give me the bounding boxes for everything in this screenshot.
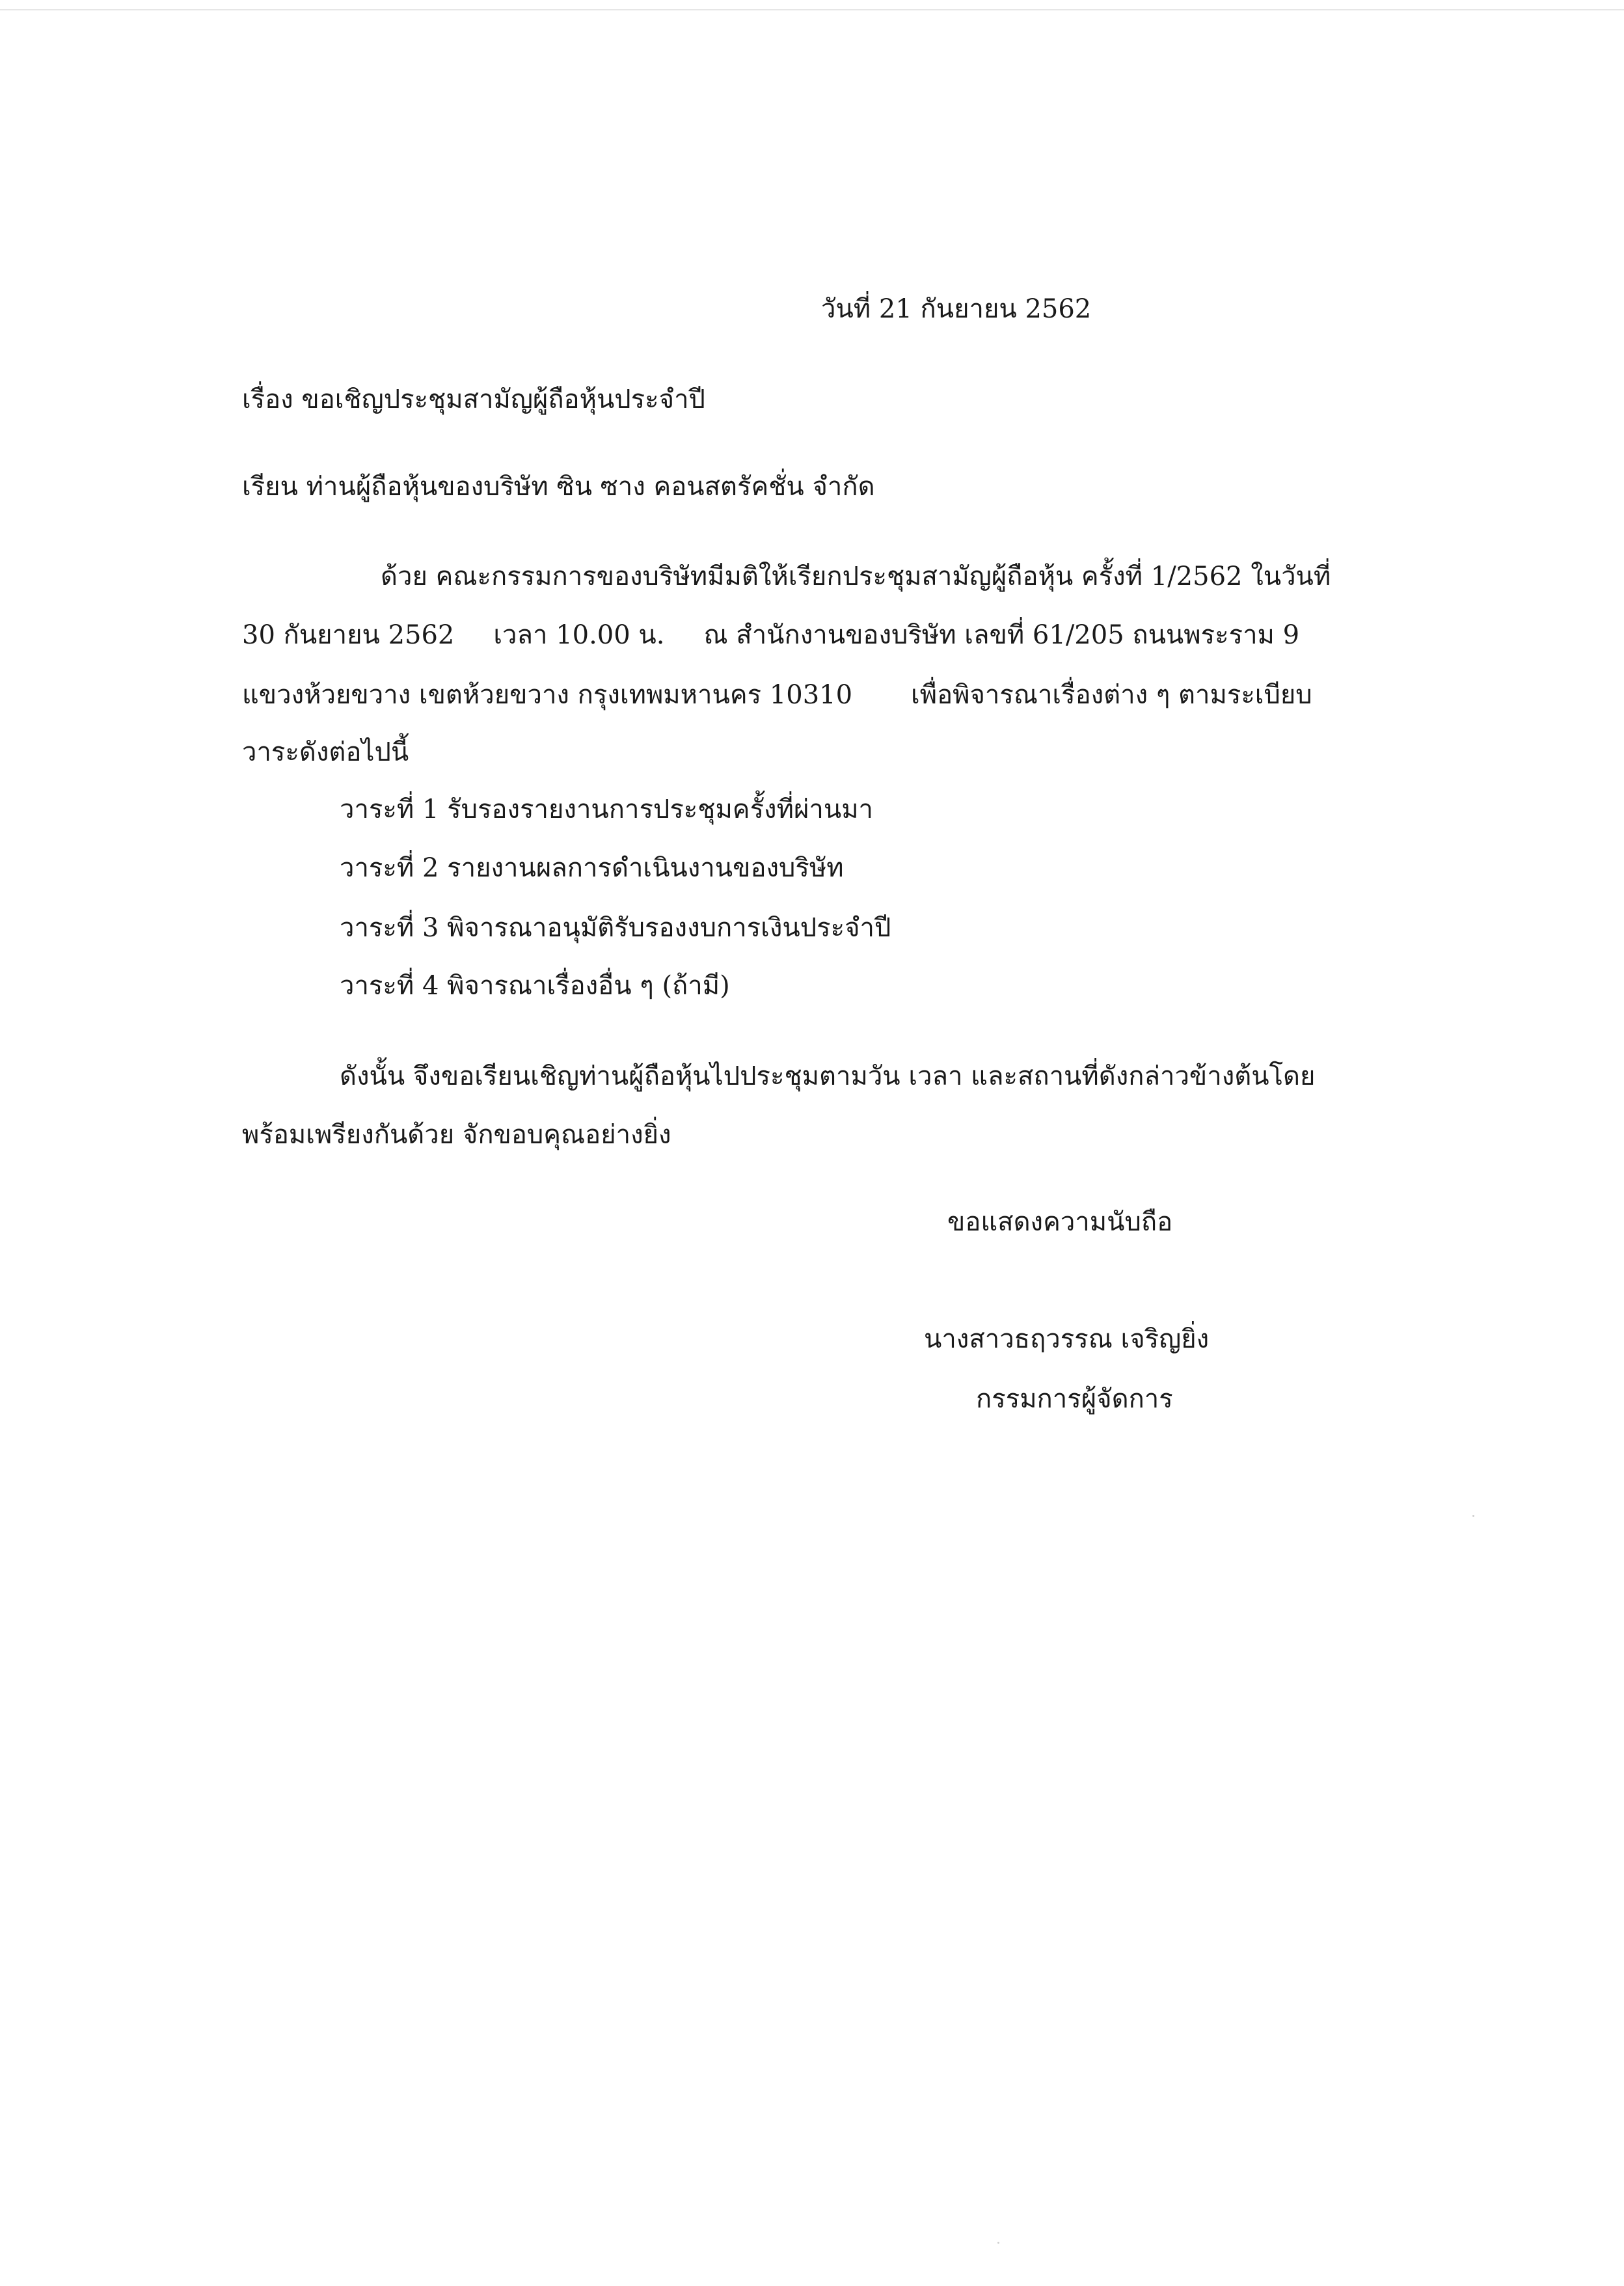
letter-recipient: เรียน ท่านผู้ถือหุ้นของบริษัท ซิน ซาง คอนสตรัคชั่น จำกัด (242, 472, 875, 502)
scan-speck (1472, 1515, 1474, 1517)
body-paragraph-1-line-2 (242, 617, 1299, 653)
body-paragraph-2-line-2: พร้อมเพรียงกันด้วย จักขอบคุณอย่างยิ่ง (242, 1120, 671, 1150)
agenda-item: วาระที่ 2 รายงานผลการดำเนินงานของบริษัท (340, 853, 844, 883)
body-paragraph-2-line-1: ดังนั้น จึงขอเรียนเชิญท่านผู้ถือหุ้นไปประชุมตามวัน เวลา และสถานที่ดังกล่าวข้างต้นโดย (340, 1061, 1316, 1091)
letter-date: วันที่ 21 กันยายน 2562 (821, 294, 1092, 324)
meeting-purpose: เพื่อพิจารณาเรื่องต่าง ๆ ตามระเบียบ (911, 680, 1312, 710)
meeting-address: แขวงห้วยขวาง เขตห้วยขวาง กรุงเทพมหานคร 10310 (242, 680, 853, 710)
scan-top-edge (0, 9, 1624, 10)
closing-salutation: ขอแสดงความนับถือ (947, 1207, 1173, 1237)
signer-name: นางสาวธฤวรรณ เจริญยิ่ง (924, 1324, 1210, 1354)
agenda-item: วาระที่ 3 พิจารณาอนุมัติรับรองงบการเงินประจำปี (340, 913, 891, 943)
meeting-time: เวลา 10.00 น. (493, 620, 665, 650)
body-paragraph-1-line-4: วาระดังต่อไปนี้ (242, 737, 409, 767)
agenda-item: วาระที่ 1 รับรองรายงานการประชุมครั้งที่ผ่านมา (340, 795, 874, 824)
body-paragraph-1-line-1: ด้วย คณะกรรมการของบริษัทมีมติให้เรียกประชุมสามัญผู้ถือหุ้น ครั้งที่ 1/2562 ในวันที่ (381, 562, 1331, 592)
meeting-date: 30 กันยายน 2562 (242, 620, 455, 650)
agenda-item: วาระที่ 4 พิจารณาเรื่องอื่น ๆ (ถ้ามี) (340, 971, 730, 1001)
meeting-place: ณ สำนักงานของบริษัท เลขที่ 61/205 ถนนพระราม 9 (703, 620, 1300, 650)
signer-title: กรรมการผู้จัดการ (976, 1384, 1173, 1414)
letter-subject: เรื่อง ขอเชิญประชุมสามัญผู้ถือหุ้นประจำปี (242, 385, 705, 415)
scan-speck (997, 2242, 999, 2244)
body-paragraph-1-line-3 (242, 677, 1312, 713)
